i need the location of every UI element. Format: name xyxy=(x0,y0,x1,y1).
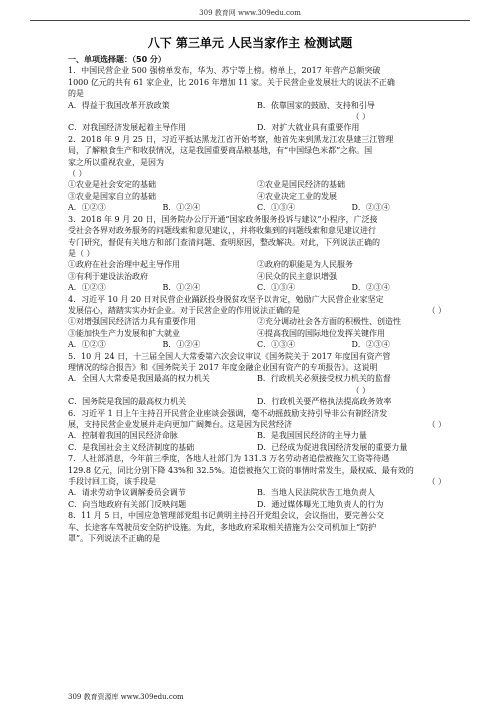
q6-options-row xyxy=(68,430,446,441)
q3-statement-2: ②政府的职能是为人民服务 xyxy=(257,260,353,270)
q2-statements-row xyxy=(68,191,446,202)
q7-options-row xyxy=(68,499,446,510)
q3-stem-line: 受社会各界对政务服务的问题线索和意见建议，，并将收集到的问题线索和意见建议进行 xyxy=(68,226,376,236)
q8-stem-line: 车、长途客车驾驶员安全防护设施。为此，多地政府采取相关措施为公交司机加上“防护 xyxy=(68,522,377,532)
q1-options-row xyxy=(68,122,446,133)
q6-option-d: D．已经成为促进我国经济发展的重要力量 xyxy=(257,442,408,452)
q3-statement-3: ③有利于建设法治政府 xyxy=(68,271,148,281)
q3-statements-row xyxy=(68,259,446,270)
q5-options-row xyxy=(68,396,446,407)
q2-option-c: C．①③④ xyxy=(257,203,296,213)
page-footer: 309 教育资源库 www.309edu.com xyxy=(68,693,184,701)
header-rule xyxy=(30,20,470,21)
q4-option-d: D．②③④ xyxy=(351,340,390,350)
q1-option-c: C．对我国经济发展起着主导作用 xyxy=(68,123,187,133)
q1-option-b: B．依靠国家的鼓励、支持和引导 xyxy=(257,100,375,110)
q2-option-a: A．①②③ xyxy=(68,203,106,213)
q6-option-c: C．是我国社会主义经济制度的基础 xyxy=(68,442,195,452)
q6-stem-line xyxy=(68,419,446,430)
q3-option-c: C．①③④ xyxy=(257,283,296,293)
q3-stem-line: 专门研究，督促有关地方和部门查清问题、查明原因，整改解决。对此，下列说法正确的 xyxy=(68,237,380,247)
q4-statement-2: ②充分调动社会各方面的积极性、创造性 xyxy=(257,317,401,327)
q4-option-a: A．①②③ xyxy=(68,340,106,350)
q3-option-d: D．②③④ xyxy=(351,283,390,293)
q5-stem-line: 5．10 月 24 日，十三届全国人大常委第六次会议审议《国务院关于 2017 年度国有资产管 xyxy=(68,351,391,361)
q5-option-d: D．行政机关要严格执法提高政务效率 xyxy=(257,397,392,407)
q7-options-row xyxy=(68,487,446,498)
q4-statement-4: ④提高我国的国际地位发挥关键作用 xyxy=(257,328,385,338)
q2-statements-row xyxy=(68,179,446,190)
q6-option-b: B．是我国国民经济的主导力量 xyxy=(257,431,367,441)
exam-content xyxy=(68,54,446,544)
q1-option-d: D．对扩大就业具有重要作用 xyxy=(257,123,360,133)
q8-stem-line: 8．11 月 5 日，中国应急管理部党组书记黄明主持召开党组会议，会议指出，要完善公交 xyxy=(68,511,384,521)
q1-option-a: A．得益于我国改革开放政策 xyxy=(68,100,170,110)
q4-answer-paren: （ ） xyxy=(427,305,446,315)
section-heading: 一、单项选择题：（50 分） xyxy=(68,55,166,64)
page-header: 309 教育网 www.309edu.com xyxy=(199,9,301,17)
q5-option-b: B．行政机关必须接受权力机关的监督 xyxy=(257,374,391,384)
q7-option-a: A．请求劳动争议调解委员会调节 xyxy=(68,488,186,498)
q2-stem-line: 局，了解粮食生产和收获情况，这是我国重要商品粮基地，有“中国绿色米都”之称。国 xyxy=(68,146,373,156)
q5-options-row xyxy=(68,373,446,396)
q4-statement-1: ①对增强国民经济活力具有重要作用 xyxy=(68,317,196,327)
q3-option-b: B．①②④ xyxy=(162,283,201,293)
q1-stem-line: 1．中国民营企业 500 强榜单发布，华为、苏宁等上榜。榜单上，2017 年营产总额突破 xyxy=(68,66,381,76)
q6-stem-line: 6．习近平 1 日上午主持召开民营企业座谈会强调，毫不动摇鼓励支持引导非公有制经济发 xyxy=(68,408,388,418)
q2-option-b: B．①②④ xyxy=(162,203,201,213)
q7-option-d: D．通过媒体曝光工地负责人的行为 xyxy=(257,499,384,509)
q8-stem-line: 罩”。下列说法不正确的是 xyxy=(68,534,161,544)
q3-stem-line: 3．2018 年 9 月 20 日，国务院办公厅开通“国家政务服务投诉与建议”小程序，广泛接 xyxy=(68,214,378,224)
q3-statement-1: ①政府在社会治理中起主导作用 xyxy=(68,260,180,270)
q4-stem-line xyxy=(68,305,446,316)
q1-options-row xyxy=(68,100,446,123)
q6-options-row xyxy=(68,442,446,453)
q6-option-a: A．控制着我国的国民经济命脉 xyxy=(68,431,178,441)
q7-stem-text: 手段讨回工资，该手段是 xyxy=(68,477,156,487)
q3-statement-4: ④民众的民主意识增强 xyxy=(257,271,337,281)
q4-option-c: C．①③④ xyxy=(257,340,296,350)
q4-stem-line: 4．习近平 10 月 20 日对民营企业踊跃投身脱贫攻坚予以肯定，勉励广大民营企业家坚定 xyxy=(68,294,384,304)
q5-option-b-wrap xyxy=(257,373,446,396)
q1-option-b-wrap xyxy=(257,100,446,123)
q1-stem-line: 的是 xyxy=(68,89,84,99)
q1-stem-line: 1000 亿元的共有 61 家企业，比 2016 年增加 11 家。关于民营企业发展壮大的说法不正确 xyxy=(68,77,395,87)
q7-option-c: C．向当地政府有关部门反映问题 xyxy=(68,499,187,509)
q7-stem-line: 129.8 亿元，同比分别下降 43%和 32.5%。追偿被拖欠工资的事情时常发生，最权威、最有效的 xyxy=(68,465,414,475)
q2-option-d: D．②③④ xyxy=(351,203,390,213)
q2-statement-1: ①农业是社会安定的基础 xyxy=(68,180,156,190)
q7-stem-line: 7．人社部消息，今年前三季度，各地人社部门为 131.3 万名劳动者追偿被拖欠工资等待遇 xyxy=(68,454,390,464)
page-title: 八下 第三单元 人民当家作主 检测试题 xyxy=(147,36,353,50)
q5-option-a: A．全国人大常委是我国最高的权力机关 xyxy=(68,374,210,384)
q4-option-b: B．①②④ xyxy=(162,340,201,350)
q2-statement-2: ②农业是国民经济的基础 xyxy=(257,180,345,190)
q3-options-row xyxy=(68,282,446,293)
q4-statements-row xyxy=(68,316,446,327)
q2-answer-paren: （ ） xyxy=(68,169,87,179)
q7-answer-paren: （ ） xyxy=(427,477,446,487)
q5-answer-paren: （ ） xyxy=(351,385,371,395)
q7-stem-line xyxy=(68,476,446,487)
q3-statements-row xyxy=(68,271,446,282)
q2-stem-line: 家之所以重视农业，是因为 xyxy=(68,157,164,167)
q3-option-a: A．①②③ xyxy=(68,283,106,293)
q4-options-row xyxy=(68,339,446,350)
q2-stem-line: 2．2018 年 9 月 25 日，习近平抵达黑龙江省开始考察，他首先来到黑龙江农垦建三江管理 xyxy=(68,134,394,144)
q5-stem-line: 理情况的综合报告》和《国务院关于 2017 年度金融企业国有资产的专项报告》。这说明 xyxy=(68,362,378,372)
q4-stem-text: 发展信心，踏踏实实办好企业。对于民营企业的作用说法正确的是 xyxy=(68,305,300,315)
q5-option-c: C．国务院是我国的最高权力机关 xyxy=(68,397,187,407)
q7-option-b: B．当地人民法院状告工地负责人 xyxy=(257,488,375,498)
q2-statement-3: ③农业是国家自立的基础 xyxy=(68,191,156,201)
q4-statement-3: ③能加快生产力发展和扩大就业 xyxy=(68,328,180,338)
q6-answer-paren: （ ） xyxy=(427,420,446,429)
q3-stem-line: 是（ ） xyxy=(68,248,95,258)
q4-statements-row xyxy=(68,328,446,339)
q6-stem-text: 展，支持民营企业发展并走向更加广阔舞台。这是因为民营经济 xyxy=(68,420,292,429)
q2-options-row xyxy=(68,202,446,213)
q2-statement-4: ④农业决定工业的发展 xyxy=(257,191,337,201)
q1-answer-paren: （ ） xyxy=(351,112,371,122)
